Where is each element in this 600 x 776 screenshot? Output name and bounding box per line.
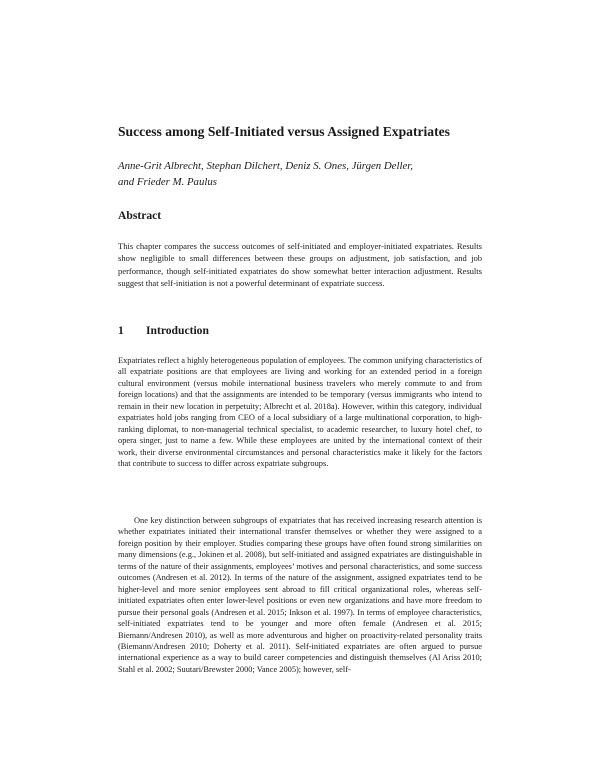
section-title: Introduction bbox=[146, 324, 209, 337]
paper-title: Success among Self-Initiated versus Assigned Expatriates bbox=[118, 124, 450, 139]
authors-line-2: and Frieder M. Paulus bbox=[118, 176, 217, 188]
body-paragraph-2: One key distinction between subgroups of expatriates that has received increasing research attention is whether expatriates initiated their international transfer themselves or whether they were assigned to a foreign position by their employer. Studies comparing these groups have often found strong similarities on many dimensions (e.g., Jokinen et al. 2008), but self-initiated and assigned expatriates are distinguishable in terms of the nature of their assignments, employees’ motives and personal characteristics, and some success outcomes (Andresen et al. 2012). In terms of the nature of the assignment, assigned expatriates tend to be higher-level and more senior employees sent abroad to fill critical organizational roles, whereas self-initiated expatriates often enter lower-level positions or even new organizations and have more freedom to pursue their personal goals (Andresen et al. 2015; Inkson et al. 1997). In terms of employee characteristics, self-initiated expatriates tend to be younger and more often female (Andresen et al. 2015; Biemann/Andresen 2010), as well as more adventurous and higher on proactivity-related personality traits (Biemann/Andresen 2010; Doherty et al. 2011). Self-initiated expatriates are often argued to pursue international experience as a way to build career competencies and distinguish themselves (Al Ariss 2010; Stahl et al. 2002; Suutari/Brewster 2000; Vance 2005); however, self- bbox=[118, 516, 482, 674]
abstract-text: This chapter compares the success outcomes of self-initiated and employer-initiated expatriates. Results show negligible to small differences between these groups on adjustment, job satisfaction, and job performance, though self-initiated expatriates do show somewhat better interaction adjustment. Results suggest that self-initiation is not a powerful determinant of expatriate success. bbox=[118, 241, 482, 288]
abstract-heading: Abstract bbox=[118, 209, 162, 222]
authors-line-1: Anne-Grit Albrecht, Stephan Dilchert, Deniz S. Ones, Jürgen Deller, bbox=[118, 160, 413, 172]
author-list bbox=[118, 158, 518, 190]
body-paragraph-1: Expatriates reflect a highly heterogeneous population of employees. The common unifying characteristics of all expatriate positions are that employees are living and working for an extended period in a foreign cultural environment (versus mobile international business travelers who merely commute to and from foreign locations) and that the assignments are intended to be temporary (versus immigrants who intend to remain in their new location in perpetuity; Albrecht et al. 2018a). However, within this category, individual expatriates hold jobs ranging from CEO of a local subsidiary of a large multinational corporation, to high-ranking diplomat, to non-managerial technical specialist, to academic researcher, to luxury hotel chef, to opera singer, just to name a few. While these employees are united by the international context of their work, their diverse environmental circumstances and personal characteristics make it likely for the factors that contribute to success to differ across expatriate subgroups. bbox=[118, 356, 482, 469]
section-number: 1 bbox=[118, 324, 124, 337]
section-heading-introduction bbox=[118, 324, 209, 337]
